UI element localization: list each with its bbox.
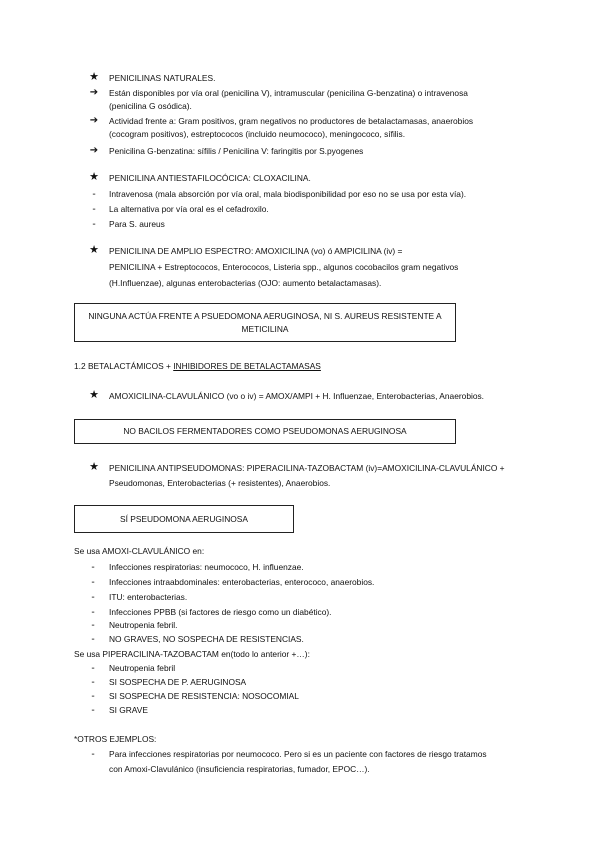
list-item: Intravenosa (mala absorción por vía oral, mala biodisponibilidad por eso no se usa por esta vía). bbox=[109, 189, 467, 199]
list-item: Están disponibles por vía oral (penicilina V), intramuscular (penicilina G-benzatina) o intravenosa bbox=[109, 88, 468, 98]
star-bullet-icon: ★ bbox=[89, 461, 99, 473]
list-item: NO GRAVES, NO SOSPECHA DE RESISTENCIAS. bbox=[109, 634, 304, 644]
dash-bullet: - bbox=[92, 189, 96, 200]
dash-bullet: - bbox=[91, 749, 95, 760]
dash-bullet: - bbox=[92, 219, 96, 230]
list-item: Para S. aureus bbox=[109, 219, 165, 229]
star-bullet-icon: ★ bbox=[89, 171, 99, 183]
dash-bullet: - bbox=[91, 691, 95, 702]
list-item: AMOXICILINA-CLAVULÁNICO (vo o iv) = AMOX/AMPI + H. Influenzae, Enterobacterias, Anaerobios. bbox=[109, 391, 485, 401]
dash-bullet: - bbox=[91, 677, 95, 688]
warning-box bbox=[74, 303, 456, 342]
paragraph-line: PENICILINA + Estreptococos, Enterococos, Listeria spp., algunos cocobacilos gram negativos bbox=[109, 262, 459, 272]
dash-bullet: - bbox=[91, 705, 95, 716]
list-item-continuation: Pseudomonas, Enterobacterias (+ resistentes), Anaerobios. bbox=[109, 478, 331, 488]
list-item: PENICILINA ANTIPSEUDOMONAS: PIPERACILINA-TAZOBACTAM (iv)=AMOXICILINA-CLAVULÁNICO + bbox=[109, 463, 505, 473]
note-box bbox=[74, 419, 456, 444]
subsection-title bbox=[74, 361, 321, 372]
list-item: SI SOSPECHA DE RESISTENCIA: NOSOCOMIAL bbox=[109, 691, 299, 701]
list-item: Neutropenia febril bbox=[109, 663, 176, 673]
list-item: Infecciones respiratorias: neumococo, H. influenzae. bbox=[109, 562, 304, 572]
list-item: Penicilina G-benzatina: sífilis / Penicilina V: faringitis por S.pyogenes bbox=[109, 146, 364, 156]
list-item: La alternativa por vía oral es el cefadroxilo. bbox=[109, 204, 269, 214]
dash-bullet: - bbox=[92, 204, 96, 215]
dash-bullet: - bbox=[91, 607, 95, 618]
dash-bullet: - bbox=[91, 620, 95, 631]
list-item: Actividad frente a: Gram positivos, gram negativos no productores de betalactamasas, anaerobios bbox=[109, 116, 474, 126]
list-item: Infecciones PPBB (si factores de riesgo como un diabético). bbox=[109, 607, 332, 617]
list-item: Infecciones intraabdominales: enterobacterias, enterococo, anaerobios. bbox=[109, 577, 375, 587]
dash-bullet: - bbox=[91, 592, 95, 603]
dash-bullet: - bbox=[91, 577, 95, 588]
uses-intro: Se usa PIPERACILINA-TAZOBACTAM en(todo lo anterior +…): bbox=[74, 649, 310, 659]
note-text: NO BACILOS FERMENTADORES COMO PSEUDOMONAS AERUGINOSA bbox=[123, 426, 407, 436]
star-bullet-icon: ★ bbox=[89, 244, 99, 256]
dash-bullet: - bbox=[91, 562, 95, 573]
arrow-bullet-icon: ➔ bbox=[89, 115, 99, 126]
warning-line-2: METICILINA bbox=[241, 323, 289, 334]
section-heading: PENICILINAS NATURALES. bbox=[109, 73, 216, 83]
subsection-title-prefix: 1.2 BETALACTÁMICOS + bbox=[74, 361, 174, 371]
uses-intro: Se usa AMOXI-CLAVULÁNICO en: bbox=[74, 546, 205, 556]
subsection-title-underlined: INHIBIDORES DE BETALACTAMASAS bbox=[173, 361, 321, 371]
arrow-bullet-icon: ➔ bbox=[89, 87, 99, 98]
list-item: ITU: enterobacterias. bbox=[109, 592, 188, 602]
paragraph-line: (H.Influenzae), algunas enterobacterias (OJO: aumento betalactamasas). bbox=[109, 278, 382, 288]
examples-heading: *OTROS EJEMPLOS: bbox=[74, 734, 157, 744]
warning-line-1: NINGUNA ACTÚA FRENTE A PSUEDOMONA AERUGINOSA, NI S. AUREUS RESISTENTE A bbox=[88, 310, 442, 321]
highlight-box bbox=[74, 505, 294, 533]
list-item-continuation: (cocogram positivos), estreptococos (incluido neumococo), meningococo, sífilis. bbox=[109, 129, 406, 139]
arrow-bullet-icon: ➔ bbox=[89, 145, 99, 156]
paragraph-line: Para infecciones respiratorias por neumococo. Pero si es un paciente con factores de riesgo tratamos bbox=[109, 749, 487, 759]
section-heading: PENICILINA ANTIESTAFILOCÓCICA: CLOXACILINA. bbox=[109, 173, 311, 183]
paragraph-line: con Amoxi-Clavulánico (insuficiencia respiratorias, fumador, EPOC…). bbox=[109, 764, 370, 774]
dash-bullet: - bbox=[91, 663, 95, 674]
section-heading: PENICILINA DE AMPLIO ESPECTRO: AMOXICILINA (vo) ó AMPICILINA (iv) = bbox=[109, 246, 403, 256]
list-item: SI SOSPECHA DE P. AERUGINOSA bbox=[109, 677, 247, 687]
star-bullet-icon: ★ bbox=[89, 71, 99, 83]
highlight-text: SÍ PSEUDOMONA AERUGINOSA bbox=[120, 513, 248, 524]
dash-bullet: - bbox=[91, 634, 95, 645]
list-item: Neutropenia febril. bbox=[109, 620, 178, 630]
list-item-continuation: (penicilina G osódica). bbox=[109, 101, 192, 111]
star-bullet-icon: ★ bbox=[89, 389, 99, 401]
list-item: SI GRAVE bbox=[109, 705, 148, 715]
